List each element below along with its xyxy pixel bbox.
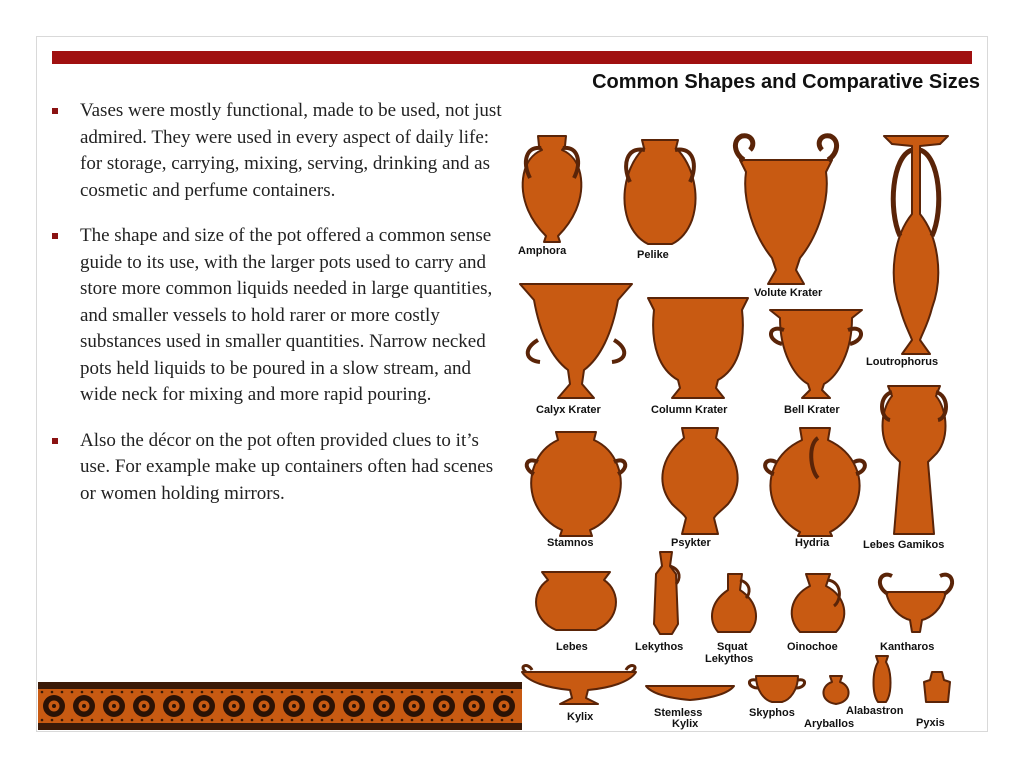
lebes-gamikos-vase-icon <box>882 386 946 534</box>
bullet-text: The shape and size of the pot offered a common sense guide to its use, with the larger pots used to carry and store more common liquids needed in large quantities, and smaller vessels to hold rarer or more costly substances used in smaller quantities. Narrow necked pots held liquids to be poured in a slow stream, and wide neck for mixing and more rapid pouring. <box>80 225 493 405</box>
vase-label-amphora: Amphora <box>518 245 567 257</box>
pyxis-vase-icon <box>924 672 950 702</box>
vase-label-volute-krater: Volute Krater <box>754 287 823 299</box>
vase-label-hydria: Hydria <box>795 537 830 549</box>
vase-label-pyxis: Pyxis <box>916 717 945 729</box>
column-krater-vase-icon <box>648 298 748 398</box>
lekythos-vase-icon <box>654 552 679 634</box>
kylix-vase-icon <box>522 666 636 704</box>
bell-krater-vase-icon <box>770 310 862 398</box>
aryballos-vase-icon <box>823 676 848 704</box>
vase-label-stemless: Stemless <box>654 707 703 719</box>
vase-label-psykter: Psykter <box>671 537 711 549</box>
oinochoe-vase-icon <box>792 574 845 632</box>
lebes-vase-icon <box>536 572 616 630</box>
calyx-krater-vase-icon <box>520 284 632 398</box>
vase-label-alabastron: Alabastron <box>846 705 904 717</box>
vase-label-kylix: Kylix <box>567 711 594 723</box>
vase-label-lebes: Lebes <box>556 641 588 653</box>
squat-lekythos-vase-icon <box>712 574 756 632</box>
vase-label-aryballos: Aryballos <box>804 718 855 730</box>
vase-label-column-krater: Column Krater <box>651 404 728 416</box>
bullet-text: Vases were mostly functional, made to be used, not just admired. They were used in every aspect of daily life: for storage, carrying, mixing, serving, drinking and as cosmetic and perfume containers. <box>80 100 502 201</box>
volute-krater-vase-icon <box>735 136 836 284</box>
amphora-vase-icon <box>523 136 582 242</box>
skyphos-vase-icon <box>749 676 804 702</box>
vase-label-squat-lekythos: Lekythos <box>705 653 754 665</box>
vase-label-stamnos: Stamnos <box>547 537 594 549</box>
chart-title: Common Shapes and Comparative Sizes <box>592 71 980 93</box>
hydria-vase-icon <box>765 428 865 536</box>
vase-label-loutrophorus: Loutrophorus <box>866 356 939 368</box>
psykter-vase-icon <box>662 428 737 534</box>
vase-label-skyphos: Skyphos <box>749 707 795 719</box>
vase-label-bell-krater: Bell Krater <box>784 404 840 416</box>
kantharos-vase-icon <box>880 575 952 632</box>
loutrophorus-vase-icon <box>884 136 948 354</box>
vase-label-kantharos: Kantharos <box>880 641 935 653</box>
vase-label-pelike: Pelike <box>637 249 669 261</box>
vase-label-squat: Squat <box>717 641 748 653</box>
stamnos-vase-icon <box>527 432 625 536</box>
vase-label-lekythos: Lekythos <box>635 641 684 653</box>
vase-label-oinochoe: Oinochoe <box>787 641 838 653</box>
stemless-kylix-vase-icon <box>646 686 734 700</box>
vase-label-calyx-krater: Calyx Krater <box>536 404 601 416</box>
bullet-text: Also the décor on the pot often provided clues to it’s use. For example make up containers often had scenes or women holding mirrors. <box>80 429 494 504</box>
vase-label-stemless-kylix: Kylix <box>672 718 699 730</box>
pelike-vase-icon <box>625 140 696 244</box>
alabastron-vase-icon <box>874 656 891 702</box>
vase-label-lebes-gamikos: Lebes Gamikos <box>863 539 945 551</box>
